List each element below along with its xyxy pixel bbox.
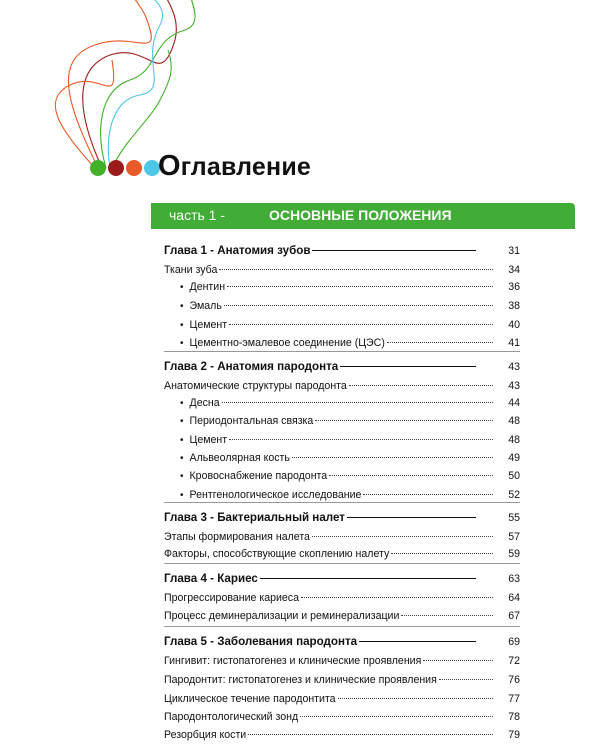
toc-page-number: 76 (508, 674, 520, 686)
toc-title: Гингивит: гистопатогенез и клинические проявления (164, 655, 422, 667)
toc-page-number: 63 (508, 573, 520, 585)
toc-leader (329, 475, 493, 476)
toc-entry[interactable] (164, 548, 520, 564)
toc-title: Пародонтологический зонд (164, 711, 299, 723)
toc-entry[interactable] (164, 300, 520, 316)
toc-page-number: 67 (508, 610, 520, 622)
toc-title: Глава 4 - Кариес (164, 572, 258, 585)
toc-page-number: 57 (508, 531, 520, 543)
toc-title: Цемент (189, 434, 228, 446)
toc-leader (423, 660, 493, 661)
toc-title: Периодонтальная связка (189, 415, 314, 427)
toc-entry[interactable] (164, 592, 520, 608)
toc-title: Глава 3 - Бактериальный налет (164, 511, 345, 524)
section-divider (164, 626, 520, 627)
toc-title: Глава 1 - Анатомия зубов (164, 244, 311, 257)
toc-title: Цемент (189, 319, 228, 331)
toc-leader (315, 420, 493, 421)
dot-darkred (108, 160, 124, 176)
toc-leader (347, 517, 476, 518)
section-divider (164, 502, 520, 503)
dot-green (90, 160, 106, 176)
toc-entry[interactable] (164, 531, 520, 547)
section-divider (164, 563, 520, 564)
bullet-icon: • (180, 435, 184, 446)
toc-chapter[interactable] (164, 511, 520, 527)
toc-page-number: 34 (508, 264, 520, 276)
toc-leader (391, 553, 493, 554)
toc-leader (224, 305, 493, 306)
toc-title: Этапы формирования налета (164, 531, 310, 543)
toc-title: Десна (189, 397, 220, 409)
toc-page-number: 59 (508, 548, 520, 560)
toc-page-number: 52 (508, 489, 520, 501)
toc-entry[interactable] (164, 415, 520, 431)
bullet-icon: • (180, 490, 184, 501)
toc-page-number: 36 (508, 281, 520, 293)
toc-page-number: 55 (508, 512, 520, 524)
toc-page-number: 72 (508, 655, 520, 667)
toc-page-number: 69 (508, 636, 520, 648)
toc-title: Эмаль (189, 300, 222, 312)
toc-title: Резорбция кости (164, 729, 247, 741)
toc-page-number: 40 (508, 319, 520, 331)
toc-entry[interactable] (164, 693, 520, 709)
toc-page-number: 48 (508, 415, 520, 427)
bullet-icon: • (180, 320, 184, 331)
toc-entry[interactable] (164, 674, 520, 690)
toc-entry[interactable] (164, 434, 520, 450)
toc-leader (260, 578, 476, 579)
toc-leader (219, 269, 493, 270)
bullet-icon: • (180, 301, 184, 312)
toc-page-number: 77 (508, 693, 520, 705)
toc-title: Пародонтит: гистопатогенез и клинические проявления (164, 674, 437, 686)
toc-entry[interactable] (164, 470, 520, 486)
toc-title: Глава 2 - Анатомия пародонта (164, 360, 339, 373)
toc-page-number: 64 (508, 592, 520, 604)
section-divider (164, 351, 520, 352)
toc-page-number: 50 (508, 470, 520, 482)
bullet-icon: • (180, 453, 184, 464)
toc-leader (227, 286, 493, 287)
toc-leader (363, 494, 493, 495)
toc-entry[interactable] (164, 319, 520, 335)
toc-chapter[interactable] (164, 635, 520, 651)
title-rest: главление (180, 153, 312, 181)
toc-title: Цементно-эмалевое соединение (ЦЭС) (189, 337, 385, 349)
toc-leader (292, 457, 493, 458)
toc-page-number: 48 (508, 434, 520, 446)
toc-leader (248, 734, 493, 735)
toc-title: Циклическое течение пародонтита (164, 693, 336, 705)
part-banner (151, 203, 575, 229)
page-title (158, 150, 311, 183)
toc-entry[interactable] (164, 452, 520, 468)
toc-title: Прогрессирование кариеса (164, 592, 299, 604)
toc-entry[interactable] (164, 281, 520, 297)
toc-entry[interactable] (164, 610, 520, 626)
toc-title: Рентгенологическое исследование (189, 489, 362, 501)
toc-leader (301, 597, 493, 598)
toc-leader (401, 615, 493, 616)
toc-title: Глава 5 - Заболевания пародонта (164, 635, 358, 648)
toc-page-number: 49 (508, 452, 520, 464)
toc-page-number: 43 (508, 361, 520, 373)
toc-title: Дентин (189, 281, 226, 293)
toc-page-number: 44 (508, 397, 520, 409)
bullet-icon: • (180, 416, 184, 427)
toc-title: Факторы, способствующие скоплению налету (164, 548, 390, 560)
bullet-icon: • (180, 338, 184, 349)
toc-page-number: 38 (508, 300, 520, 312)
toc-leader (312, 250, 476, 251)
toc-entry[interactable] (164, 711, 520, 727)
toc-page-number: 79 (508, 729, 520, 741)
dot-orange (126, 160, 142, 176)
toc-title: Процесс деминерализации и реминерализации (164, 610, 400, 622)
toc-entry[interactable] (164, 264, 520, 280)
toc-leader (222, 402, 493, 403)
toc-leader (359, 641, 476, 642)
bullet-icon: • (180, 471, 184, 482)
toc-title: Ткани зуба (164, 264, 218, 276)
bullet-icon: • (180, 282, 184, 293)
toc-leader (349, 385, 493, 386)
toc-leader (229, 439, 493, 440)
title-initial: О (158, 150, 181, 182)
toc-leader (387, 342, 493, 343)
toc-page-number: 41 (508, 337, 520, 349)
toc-chapter[interactable] (164, 572, 520, 588)
toc-leader (338, 698, 493, 699)
toc-leader (229, 324, 493, 325)
toc-title: Альвеолярная кость (189, 452, 290, 464)
toc-leader (439, 679, 493, 680)
toc-leader (340, 366, 476, 367)
toc-leader (300, 716, 493, 717)
toc-entry[interactable] (164, 380, 520, 396)
toc-page-number: 43 (508, 380, 520, 392)
toc-entry[interactable] (164, 655, 520, 671)
toc-entry[interactable] (164, 397, 520, 413)
toc-chapter[interactable] (164, 360, 520, 376)
toc-title: Кровоснабжение пародонта (189, 470, 328, 482)
bullet-icon: • (180, 398, 184, 409)
part-label: часть 1 - (169, 207, 226, 223)
toc-entry[interactable] (164, 729, 520, 745)
toc-leader (312, 536, 493, 537)
toc-page-number: 31 (508, 245, 520, 257)
toc-chapter[interactable] (164, 244, 520, 260)
toc-page-number: 78 (508, 711, 520, 723)
part-heading: ОСНОВНЫЕ ПОЛОЖЕНИЯ (269, 207, 452, 223)
toc-title: Анатомические структуры пародонта (164, 380, 347, 392)
